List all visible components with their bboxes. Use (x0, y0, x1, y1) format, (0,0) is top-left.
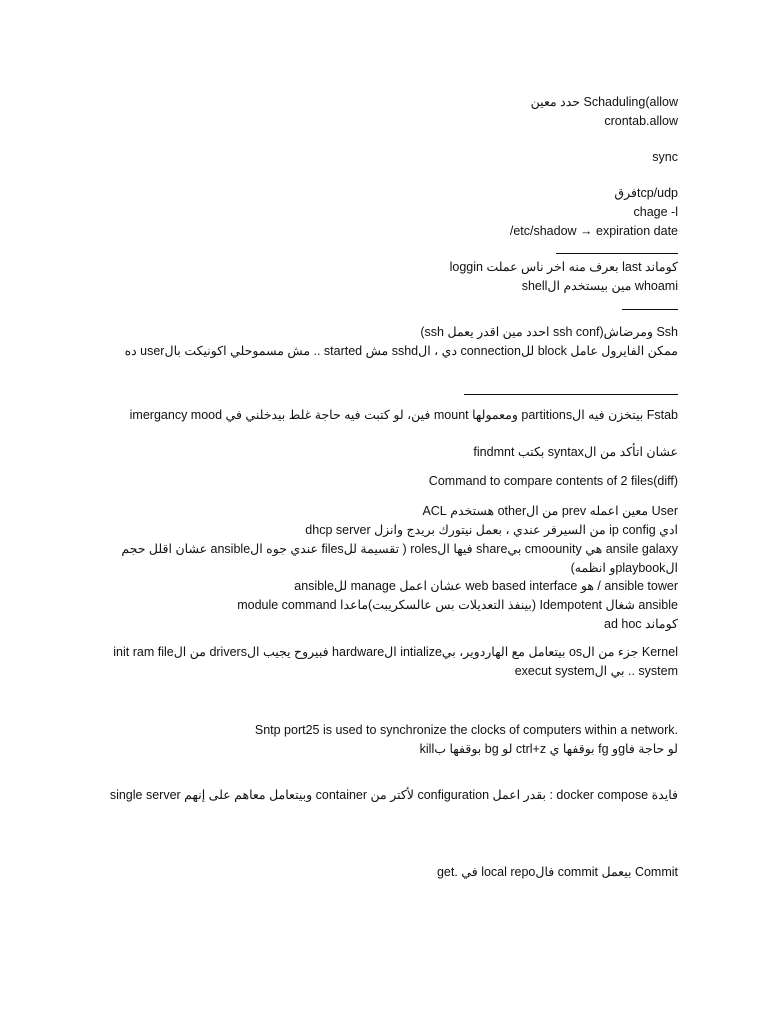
text-line: ممكن الفايرول عامل block للconnection دي ، الsshd مش started .. مش مسموحلي اكونيكت بالuser ده (124, 344, 678, 358)
text-line: crontab.allow (604, 114, 678, 128)
text-line: كوماند ad hoc (604, 617, 678, 631)
text-line: Fstab بيتخزن فيه الpartitions ومعمولها mount فين، لو كتبت فيه حاجة غلط بيدخلني في imergancy mood (129, 408, 678, 422)
separator-line (464, 394, 678, 395)
text-line: ansible شغال Idempotent (بينفذ التعديلات بس عالسكريبت)ماعدا module command (237, 598, 678, 612)
text-line: .Sntp port25 is used to synchronize the clocks of computers within a network (254, 723, 678, 737)
text-line: sync (652, 150, 678, 164)
text-line: Command to compare contents of 2 files(diff) (428, 474, 678, 488)
text-line: chage -l (633, 205, 678, 219)
text-line: whoami مين بيستخدم الshell (521, 279, 678, 293)
text-line: ansile galaxy هي cmoounity بيshare فيها الroles ( تقسيمة للfiles عندي جوه الansible عشان اقلل حجم الplaybookو انظمه) (121, 542, 678, 575)
text-line: ansible tower / هو web based interface عشان اعمل manage للansible (294, 579, 678, 593)
text-line: كوماند last بعرف منه اخر ناس عملت loggin (449, 260, 678, 274)
text-line: عشان اتأكد من الsyntax بكتب findmnt (473, 445, 678, 459)
text-line: Kernel جزء من الos بيتعامل مع الهاردوير، بيintialize الhardware فبيروح يجيب الdrivers من الinit ram file system .. بي الexecut system (113, 645, 678, 678)
separator-line (622, 309, 678, 310)
separator-line (556, 253, 678, 254)
text-line: etc/shadow → expiration date/ (509, 224, 678, 238)
text-line: tcp/udpفرق (614, 186, 678, 200)
text-line: لو حاجة فاgو fg بوقفها ي ctrl+z لو bg بوقفها بkill (419, 742, 678, 756)
text-line: User معين اعمله prev من الother هستخدم ACL (422, 504, 678, 518)
text-line: فايدة docker compose : بقدر اعمل configuration لأكتر من container وبيتعامل معاهم على إنهم single server (109, 788, 678, 802)
text-line: Ssh ومرضاش(ssh conf احدد مين اقدر يعمل ssh) (420, 325, 678, 339)
text-line: Schaduling(allow حدد معين (530, 95, 678, 109)
text-line: Commit بيعمل commit فالlocal repo في .get (436, 865, 678, 879)
text-line: ادي ip config من السيرفر عندي ، بعمل نيتورك بريدج وانزل dhcp server (305, 523, 678, 537)
